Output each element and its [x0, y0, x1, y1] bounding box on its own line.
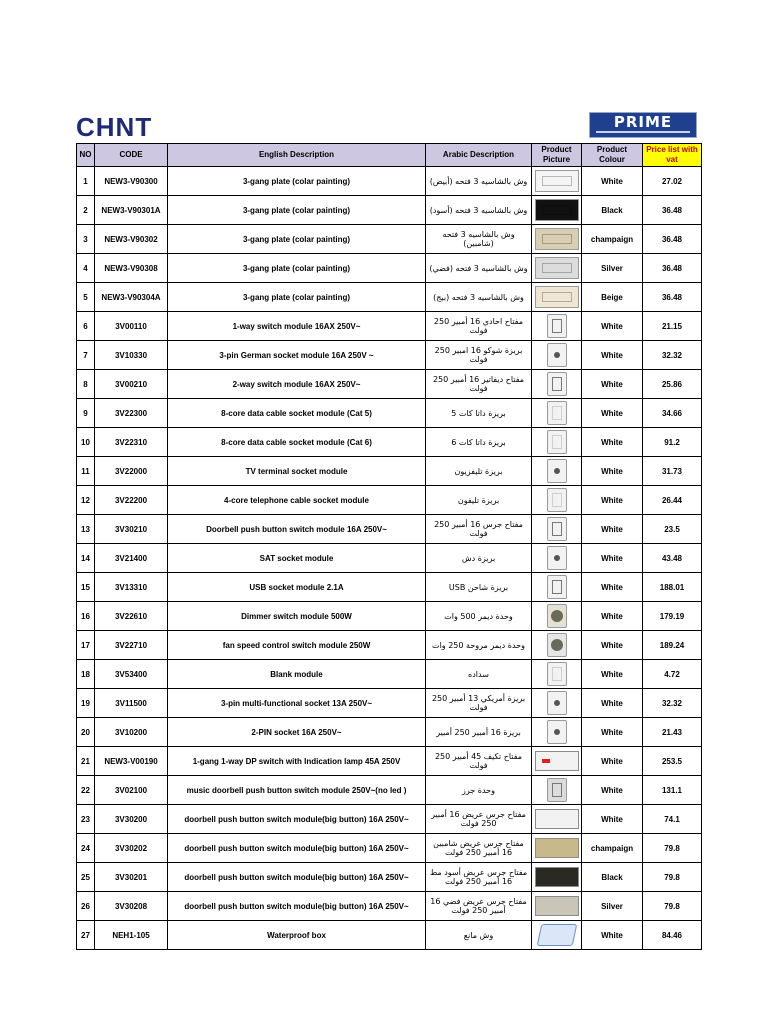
plate-image — [535, 257, 579, 279]
cell-no: 2 — [77, 196, 95, 225]
cell-code: 3V00210 — [95, 370, 168, 399]
cell-code: 3V30208 — [95, 892, 168, 921]
table-row — [77, 834, 702, 863]
cell-no: 4 — [77, 254, 95, 283]
cell-code: 3V13310 — [95, 573, 168, 602]
table-row — [77, 457, 702, 486]
table-row — [77, 312, 702, 341]
table-row — [77, 515, 702, 544]
cell-english-description: 3-gang plate (colar painting) — [168, 283, 426, 312]
plate-opening — [542, 263, 572, 273]
cell-english-description: 3-gang plate (colar painting) — [168, 254, 426, 283]
table-row — [77, 399, 702, 428]
table-row — [77, 921, 702, 950]
cell-arabic-description: بريزة 16 أمبير 250 أمبير — [426, 718, 532, 747]
cell-price: 79.8 — [643, 892, 702, 921]
cell-price: 21.43 — [643, 718, 702, 747]
cell-product-colour: White — [582, 544, 643, 573]
cell-arabic-description: مفتاح جرس عريض شامبين 16 أمبير 250 فولت — [426, 834, 532, 863]
table-row — [77, 631, 702, 660]
cell-code: NEW3-V00190 — [95, 747, 168, 776]
cell-english-description: Dimmer switch module 500W — [168, 602, 426, 631]
cell-english-description: 1-gang 1-way DP switch with Indication lamp 45A 250V — [168, 747, 426, 776]
module-image — [547, 662, 567, 686]
cell-english-description: 3-pin multi-functional socket 13A 250V~ — [168, 689, 426, 718]
header-price: Price list with vat — [643, 144, 702, 167]
cell-price: 32.32 — [643, 341, 702, 370]
cell-code: 3V30201 — [95, 863, 168, 892]
cell-product-picture — [532, 196, 582, 225]
cell-arabic-description: بريزة شوكو 16 امبير 250 فولت — [426, 341, 532, 370]
cell-arabic-description: وش بالشاسيه 3 فتحه (بيج) — [426, 283, 532, 312]
big-button-image — [535, 896, 579, 916]
cell-no: 21 — [77, 747, 95, 776]
cell-arabic-description: وش مانع — [426, 921, 532, 950]
table-row — [77, 196, 702, 225]
cell-price: 36.48 — [643, 225, 702, 254]
table-row — [77, 660, 702, 689]
cell-arabic-description: وحدة ديمر مروحة 250 وات — [426, 631, 532, 660]
module-image — [547, 720, 567, 744]
cell-arabic-description: مفتاح جرس عريض أسود مط 16 أمبير 250 فولت — [426, 863, 532, 892]
cell-english-description: 8-core data cable socket module (Cat 5) — [168, 399, 426, 428]
cell-product-colour: White — [582, 399, 643, 428]
prime-logo-stripe — [596, 131, 690, 133]
cell-product-colour: White — [582, 776, 643, 805]
table-header-row — [77, 144, 702, 167]
cell-product-colour: champaign — [582, 225, 643, 254]
cell-product-picture — [532, 718, 582, 747]
cell-code: 3V10200 — [95, 718, 168, 747]
cell-no: 27 — [77, 921, 95, 950]
cell-product-picture — [532, 834, 582, 863]
big-button-image — [535, 809, 579, 829]
cell-product-picture — [532, 863, 582, 892]
cell-no: 25 — [77, 863, 95, 892]
switch-key — [552, 377, 562, 391]
cell-no: 11 — [77, 457, 95, 486]
chint-logo: CHNT — [76, 112, 153, 142]
module-image — [547, 575, 567, 599]
cell-product-picture — [532, 921, 582, 950]
cell-code: 3V22710 — [95, 631, 168, 660]
cell-product-colour: White — [582, 486, 643, 515]
cell-product-colour: Black — [582, 196, 643, 225]
cell-code: 3V22000 — [95, 457, 168, 486]
cell-price: 36.48 — [643, 283, 702, 312]
module-image — [547, 546, 567, 570]
cell-product-picture — [532, 370, 582, 399]
socket-hole — [554, 555, 560, 561]
cell-english-description: SAT socket module — [168, 544, 426, 573]
socket-hole — [554, 352, 560, 358]
cell-english-description: 2-way switch module 16AX 250V~ — [168, 370, 426, 399]
switch-with-lamp-image — [535, 751, 579, 771]
cell-no: 24 — [77, 834, 95, 863]
module-face — [552, 435, 562, 449]
socket-hole — [554, 468, 560, 474]
cell-code: 3V53400 — [95, 660, 168, 689]
cell-no: 23 — [77, 805, 95, 834]
module-image — [547, 778, 567, 802]
cell-no: 10 — [77, 428, 95, 457]
cell-price: 32.32 — [643, 689, 702, 718]
plate-opening — [542, 292, 572, 302]
indication-lamp — [542, 759, 550, 763]
module-image — [547, 517, 567, 541]
price-list-table — [76, 143, 702, 950]
table-row — [77, 805, 702, 834]
plate-image — [535, 286, 579, 308]
cell-product-colour: White — [582, 312, 643, 341]
plate-opening — [542, 234, 572, 244]
cell-english-description: music doorbell push button switch module 250V~(no led ) — [168, 776, 426, 805]
module-image — [547, 401, 567, 425]
socket-hole — [554, 700, 560, 706]
cell-product-colour: White — [582, 631, 643, 660]
cell-english-description: 3-gang plate (colar painting) — [168, 167, 426, 196]
table-row — [77, 370, 702, 399]
cell-english-description: USB socket module 2.1A — [168, 573, 426, 602]
cell-english-description: doorbell push button switch module(big button) 16A 250V~ — [168, 863, 426, 892]
cell-no: 3 — [77, 225, 95, 254]
cell-product-picture — [532, 312, 582, 341]
cell-price: 27.02 — [643, 167, 702, 196]
cell-code: 3V22310 — [95, 428, 168, 457]
cell-price: 79.8 — [643, 834, 702, 863]
cell-price: 131.1 — [643, 776, 702, 805]
cell-product-colour: Silver — [582, 254, 643, 283]
cell-product-picture — [532, 573, 582, 602]
cell-arabic-description: بريزة شاحن USB — [426, 573, 532, 602]
module-image — [547, 488, 567, 512]
cell-code: NEW3-V90300 — [95, 167, 168, 196]
cell-price: 36.48 — [643, 254, 702, 283]
dimmer-knob — [551, 610, 563, 622]
cell-price: 189.24 — [643, 631, 702, 660]
cell-no: 26 — [77, 892, 95, 921]
table-row — [77, 747, 702, 776]
cell-english-description: 2-PIN socket 16A 250V~ — [168, 718, 426, 747]
cell-no: 13 — [77, 515, 95, 544]
header-no: NO — [77, 144, 95, 167]
cell-product-colour: White — [582, 428, 643, 457]
big-button-image — [535, 838, 579, 858]
cell-product-picture — [532, 689, 582, 718]
cell-code: 3V21400 — [95, 544, 168, 573]
cell-price: 253.5 — [643, 747, 702, 776]
cell-price: 36.48 — [643, 196, 702, 225]
module-image — [547, 430, 567, 454]
cell-product-colour: White — [582, 573, 643, 602]
cell-price: 74.1 — [643, 805, 702, 834]
module-image — [547, 343, 567, 367]
header-code: CODE — [95, 144, 168, 167]
cell-no: 20 — [77, 718, 95, 747]
cell-english-description: fan speed control switch module 250W — [168, 631, 426, 660]
cell-product-colour: White — [582, 341, 643, 370]
table-row — [77, 341, 702, 370]
plate-opening — [542, 205, 572, 215]
cell-arabic-description: سداده — [426, 660, 532, 689]
cell-product-colour: White — [582, 805, 643, 834]
cell-no: 7 — [77, 341, 95, 370]
big-button-image — [535, 867, 579, 887]
cell-arabic-description: وش بالشاسيه 3 فتحه (فضي) — [426, 254, 532, 283]
cell-english-description: 1-way switch module 16AX 250V~ — [168, 312, 426, 341]
cell-no: 22 — [77, 776, 95, 805]
cell-product-picture — [532, 486, 582, 515]
cell-no: 14 — [77, 544, 95, 573]
table-row — [77, 776, 702, 805]
module-face — [552, 406, 562, 420]
cell-product-picture — [532, 602, 582, 631]
cell-code: NEH1-105 — [95, 921, 168, 950]
header-english-description: English Description — [168, 144, 426, 167]
cell-code: 3V10330 — [95, 341, 168, 370]
cell-no: 8 — [77, 370, 95, 399]
cell-product-colour: champaign — [582, 834, 643, 863]
cell-arabic-description: وحدة ديمر 500 وات — [426, 602, 532, 631]
switch-key — [552, 783, 562, 797]
cell-english-description: doorbell push button switch module(big button) 16A 250V~ — [168, 805, 426, 834]
table-row — [77, 225, 702, 254]
cell-product-colour: White — [582, 660, 643, 689]
cell-no: 9 — [77, 399, 95, 428]
module-image — [547, 633, 567, 657]
table-row — [77, 689, 702, 718]
table-row — [77, 486, 702, 515]
cell-product-picture — [532, 341, 582, 370]
cell-product-colour: White — [582, 718, 643, 747]
cell-no: 19 — [77, 689, 95, 718]
cell-price: 21.15 — [643, 312, 702, 341]
cell-product-colour: White — [582, 921, 643, 950]
cell-english-description: Blank module — [168, 660, 426, 689]
cell-price: 179.19 — [643, 602, 702, 631]
cell-code: 3V00110 — [95, 312, 168, 341]
cell-price: 188.01 — [643, 573, 702, 602]
cell-product-colour: White — [582, 689, 643, 718]
cell-no: 5 — [77, 283, 95, 312]
plate-image — [535, 199, 579, 221]
cell-code: 3V22200 — [95, 486, 168, 515]
cell-arabic-description: وش بالشاسيه 3 فتحه (شامبين) — [426, 225, 532, 254]
cell-arabic-description: وش بالشاسيه 3 فتحه (أبيض) — [426, 167, 532, 196]
cell-code: NEW3-V90304A — [95, 283, 168, 312]
cell-price: 25.86 — [643, 370, 702, 399]
cell-product-picture — [532, 457, 582, 486]
module-image — [547, 691, 567, 715]
cell-price: 84.46 — [643, 921, 702, 950]
plate-image — [535, 228, 579, 250]
cell-code: 3V22300 — [95, 399, 168, 428]
cell-no: 16 — [77, 602, 95, 631]
cell-no: 15 — [77, 573, 95, 602]
cell-english-description: doorbell push button switch module(big button) 16A 250V~ — [168, 892, 426, 921]
table-row — [77, 167, 702, 196]
cell-code: 3V11500 — [95, 689, 168, 718]
table-row — [77, 892, 702, 921]
cell-arabic-description: بريزة دش — [426, 544, 532, 573]
cell-arabic-description: مفتاح جرس عريض 16 أمبير 250 فولت — [426, 805, 532, 834]
cell-product-picture — [532, 747, 582, 776]
cell-price: 4.72 — [643, 660, 702, 689]
table-row — [77, 573, 702, 602]
waterproof-box-image — [536, 924, 577, 946]
cell-english-description: doorbell push button switch module(big button) 16A 250V~ — [168, 834, 426, 863]
cell-code: NEW3-V90308 — [95, 254, 168, 283]
module-face — [552, 493, 562, 507]
cell-product-picture — [532, 544, 582, 573]
cell-arabic-description: مفتاح احادي 16 أمبير 250 فولت — [426, 312, 532, 341]
module-face — [552, 667, 562, 681]
socket-hole — [554, 729, 560, 735]
table-row — [77, 283, 702, 312]
cell-code: 3V30210 — [95, 515, 168, 544]
cell-product-picture — [532, 167, 582, 196]
cell-price: 26.44 — [643, 486, 702, 515]
cell-no: 12 — [77, 486, 95, 515]
cell-product-colour: White — [582, 457, 643, 486]
cell-arabic-description: بريزة داتا كات 6 — [426, 428, 532, 457]
header-product-picture: Product Picture — [532, 144, 582, 167]
switch-key — [552, 319, 562, 333]
cell-english-description: 3-pin German socket module 16A 250V ~ — [168, 341, 426, 370]
cell-product-colour: Beige — [582, 283, 643, 312]
cell-product-colour: White — [582, 370, 643, 399]
cell-product-colour: White — [582, 167, 643, 196]
cell-code: NEW3-V90302 — [95, 225, 168, 254]
cell-price: 43.48 — [643, 544, 702, 573]
cell-arabic-description: بريزة أمريكي 13 أمبير 250 فولت — [426, 689, 532, 718]
cell-product-colour: Silver — [582, 892, 643, 921]
cell-product-picture — [532, 225, 582, 254]
cell-product-picture — [532, 399, 582, 428]
module-image — [547, 604, 567, 628]
plate-image — [535, 170, 579, 192]
prime-logo-text: PRIME — [613, 113, 673, 131]
module-image — [547, 372, 567, 396]
cell-english-description: 8-core data cable socket module (Cat 6) — [168, 428, 426, 457]
cell-english-description: 3-gang plate (colar painting) — [168, 196, 426, 225]
cell-no: 6 — [77, 312, 95, 341]
cell-english-description: 4-core telephone cable socket module — [168, 486, 426, 515]
cell-code: 3V22610 — [95, 602, 168, 631]
table-row — [77, 254, 702, 283]
cell-code: 3V30202 — [95, 834, 168, 863]
table-row — [77, 863, 702, 892]
cell-arabic-description: مفتاح ديفاتير 16 أمبير 250 فولت — [426, 370, 532, 399]
cell-product-picture — [532, 631, 582, 660]
header-product-colour: Product Colour — [582, 144, 643, 167]
dimmer-knob — [551, 639, 563, 651]
cell-code: NEW3-V90301A — [95, 196, 168, 225]
cell-product-picture — [532, 892, 582, 921]
switch-key — [552, 522, 562, 536]
cell-product-picture — [532, 428, 582, 457]
header-arabic-description: Arabic Description — [426, 144, 532, 167]
cell-no: 1 — [77, 167, 95, 196]
cell-arabic-description: بريزة داتا كات 5 — [426, 399, 532, 428]
cell-code: 3V30200 — [95, 805, 168, 834]
table-row — [77, 718, 702, 747]
cell-arabic-description: بريزة تليفون — [426, 486, 532, 515]
cell-price: 23.5 — [643, 515, 702, 544]
cell-price: 91.2 — [643, 428, 702, 457]
cell-arabic-description: مفتاح جرس عريض فضي 16 أمبير 250 فولت — [426, 892, 532, 921]
cell-english-description: Waterproof box — [168, 921, 426, 950]
cell-product-colour: Black — [582, 863, 643, 892]
cell-product-picture — [532, 254, 582, 283]
cell-arabic-description: بريزة تليفزيون — [426, 457, 532, 486]
table-row — [77, 544, 702, 573]
cell-price: 31.73 — [643, 457, 702, 486]
cell-product-picture — [532, 805, 582, 834]
plate-opening — [542, 176, 572, 186]
cell-product-picture — [532, 660, 582, 689]
cell-english-description: Doorbell push button switch module 16A 250V~ — [168, 515, 426, 544]
cell-arabic-description: مفتاح تكيف 45 أمبير 250 فولت — [426, 747, 532, 776]
table-row — [77, 602, 702, 631]
cell-arabic-description: وحدة جرز — [426, 776, 532, 805]
cell-arabic-description: مفتاح جرس 16 أمبير 250 فولت — [426, 515, 532, 544]
module-image — [547, 459, 567, 483]
cell-price: 79.8 — [643, 863, 702, 892]
cell-no: 18 — [77, 660, 95, 689]
switch-key — [552, 580, 562, 594]
cell-product-colour: White — [582, 747, 643, 776]
module-image — [547, 314, 567, 338]
cell-product-picture — [532, 515, 582, 544]
prime-logo — [589, 112, 697, 138]
cell-english-description: 3-gang plate (colar painting) — [168, 225, 426, 254]
cell-english-description: TV terminal socket module — [168, 457, 426, 486]
cell-product-colour: White — [582, 602, 643, 631]
cell-product-picture — [532, 776, 582, 805]
cell-product-picture — [532, 283, 582, 312]
cell-arabic-description: وش بالشاسيه 3 فتحه (أسود) — [426, 196, 532, 225]
cell-code: 3V02100 — [95, 776, 168, 805]
cell-price: 34.66 — [643, 399, 702, 428]
cell-no: 17 — [77, 631, 95, 660]
cell-product-colour: White — [582, 515, 643, 544]
table-row — [77, 428, 702, 457]
